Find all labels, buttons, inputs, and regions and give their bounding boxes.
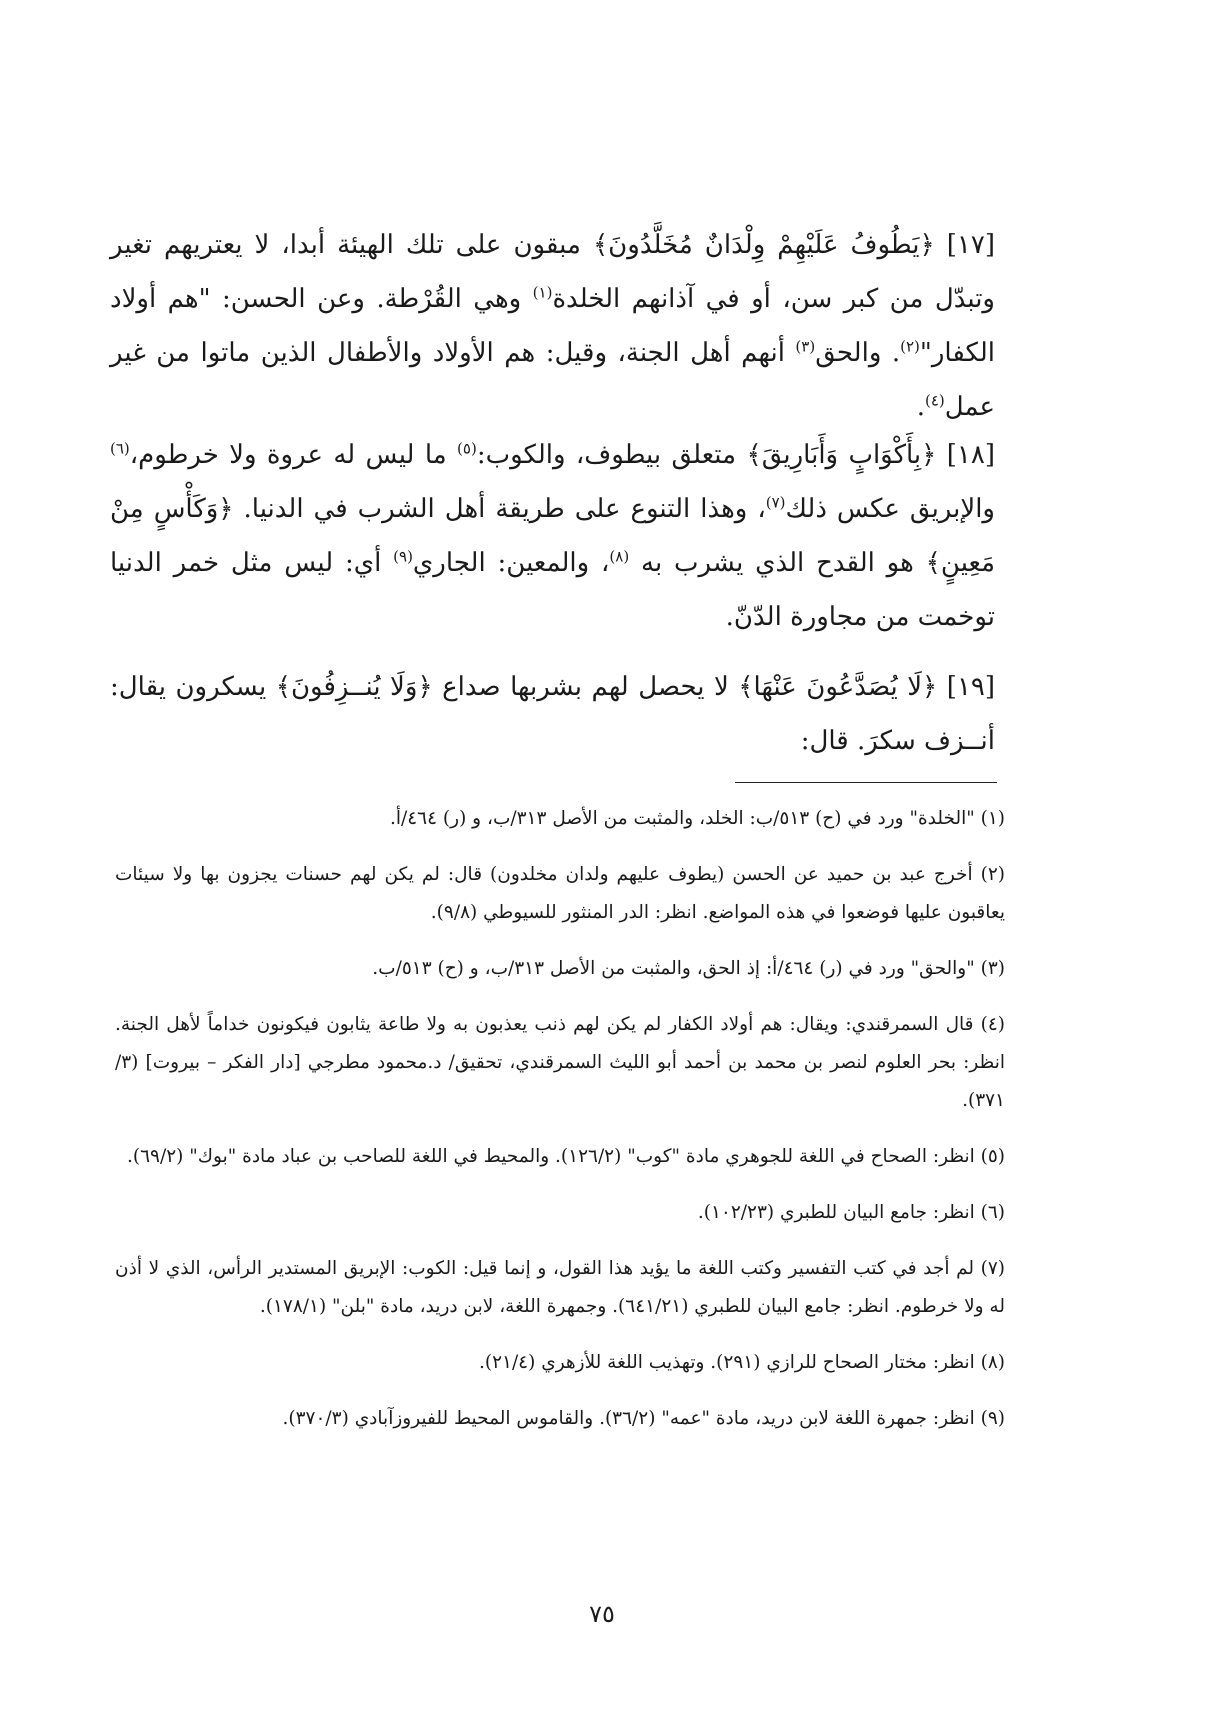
paragraph-text: أنهم أهل الجنة، وقيل: هم الأولاد والأطفال الذين ماتوا من غير عمل bbox=[110, 338, 995, 422]
paragraph-text: يسكرون يقال: أنــزف سكرَ. قال: bbox=[110, 672, 995, 756]
paragraph-text: أي: ليس مثل خمر الدنيا توخمت من مجاورة الدّنّ. bbox=[110, 548, 995, 632]
footnote-ref[interactable]: (٧) bbox=[765, 493, 786, 512]
footnote-1: (١) "الخلدة" ورد في (ح) ٥١٣/ب: الخلد، والمثبت من الأصل ٣١٣/ب، و (ر) ٤٦٤/أ. bbox=[389, 808, 1005, 829]
footnote-8: (٨) انظر: مختار الصحاح للرازي (٢٩١). وتهذيب اللغة للأزهري (٢١/٤). bbox=[478, 1352, 1005, 1373]
footnote-3: (٣) "والحق" ورد في (ر) ٤٦٤/أ: إذ الحق، والمثبت من الأصل ٣١٣/ب، و (ح) ٥١٣/ب. bbox=[372, 958, 1005, 979]
footnote-ref[interactable]: (٢) bbox=[900, 337, 920, 356]
quran-quote: ﴿يَطُوفُ عَلَيْهِمْ وِلْدَانٌ مُخَلَّدُونَ﴾ bbox=[592, 230, 935, 260]
quran-quote: ﴿لَا يُصَدَّعُونَ عَنْهَا﴾ bbox=[738, 672, 938, 702]
paragraph-text: هو القدح الذي يشرب به bbox=[629, 548, 926, 578]
paragraph-17 bbox=[110, 218, 995, 434]
footnote-ref[interactable]: (٥) bbox=[457, 439, 477, 458]
verse-number: [١٧] bbox=[946, 230, 996, 260]
paragraph-text: لا يحصل لهم بشربها صداع bbox=[432, 672, 739, 702]
footnote-5: (٥) انظر: الصحاح في اللغة للجوهري مادة "كوب" (١٢٦/٢). والمحيط في اللغة للصاحب بن عباد مادة "بوك" (٦٩/٢). bbox=[127, 1146, 1005, 1167]
paragraph-18 bbox=[110, 428, 995, 644]
quran-quote: ﴿وَكَأْسٍ مِنْ مَعِينٍ﴾ bbox=[110, 494, 996, 578]
paragraph-text: مبقون على تلك الهيئة أبدا، لا يعتريهم تغير وتبدّل من كبر سن، أو في آذانهم الخلدة bbox=[110, 230, 995, 314]
paragraph-text: ما ليس له عروة ولا خرطوم، bbox=[129, 440, 458, 470]
footnote-ref[interactable]: (١) bbox=[532, 283, 553, 302]
footnote-separator bbox=[735, 782, 997, 783]
page-number: ٧٥ bbox=[589, 1600, 615, 1628]
footnote-9: (٩) انظر: جمهرة اللغة لابن دريد، مادة "عمه" (٣٦/٢). والقاموس المحيط للفيروزآبادي (٣٧٠/٣). bbox=[282, 1408, 1005, 1429]
paragraph-text: متعلق بيطوف، والكوب: bbox=[476, 440, 747, 470]
paragraph-text: . والحق bbox=[815, 338, 901, 368]
footnote-6: (٦) انظر: جامع البيان للطبري (١٠٢/٢٣). bbox=[697, 1202, 1005, 1223]
footnote-ref[interactable]: (٤) bbox=[924, 391, 945, 410]
footnote-4: (٤) قال السمرقندي: ويقال: هم أولاد الكفار لم يكن لهم ذنب يعذبون به ولا طاعة يثابون فيكونون خداماً لأهل الجنة. انظر: بحر العلوم لنصر بن محمد بن أحمد أبو الليث السمرقندي، تحقيق/ د.محمود مطرجي [دار الفكر – بيروت] (٣/ ٣٧١). bbox=[115, 1014, 1005, 1111]
paragraph-text: ، وهذا التنوع على طريقة أهل الشرب في الدنيا. bbox=[233, 494, 766, 524]
footnotes bbox=[115, 800, 1005, 1456]
verse-number: [١٨] bbox=[946, 440, 995, 470]
footnote-2: (٢) أخرج عبد بن حميد عن الحسن (يطوف عليهم ولدان مخلدون) قال: لم يكن لهم حسنات يجزون بها ولا سيئات يعاقبون عليها فوضعوا في هذه المواضع. انظر: الدر المنثور للسيوطي (٩/٨). bbox=[115, 864, 1005, 923]
quran-quote: ﴿بِأَكْوَابٍ وَأَبَارِيقَ﴾ bbox=[746, 440, 937, 470]
footnote-ref[interactable]: (٣) bbox=[795, 337, 816, 356]
footnote-ref[interactable]: (٩) bbox=[393, 547, 413, 566]
paragraph-text: . bbox=[916, 392, 925, 422]
footnote-7: (٧) لم أجد في كتب التفسير وكتب اللغة ما يؤيد هذا القول، و إنما قيل: الكوب: الإبريق المستدير الرأس، الذي لا أذن له ولا خرطوم. انظر: جامع البيان للطبري (٦٤١/٢١). وجمهرة اللغة، لابن دريد، مادة "بلن" (١٧٨/١). bbox=[115, 1258, 1005, 1317]
paragraph-text: والإبريق عكس ذلك bbox=[785, 494, 995, 524]
paragraph-19 bbox=[110, 660, 995, 768]
footnote-ref[interactable]: (٦) bbox=[110, 439, 130, 458]
paragraph-text: وهي القُرْطة. وعن الحسن: "هم أولاد الكفار" bbox=[110, 284, 995, 368]
quran-quote: ﴿وَلَا يُنــزِفُونَ﴾ bbox=[275, 672, 433, 702]
verse-number: [١٩] bbox=[946, 672, 996, 702]
paragraph-text: ، والمعين: الجاري bbox=[412, 548, 610, 578]
footnote-ref[interactable]: (٨) bbox=[609, 547, 630, 566]
